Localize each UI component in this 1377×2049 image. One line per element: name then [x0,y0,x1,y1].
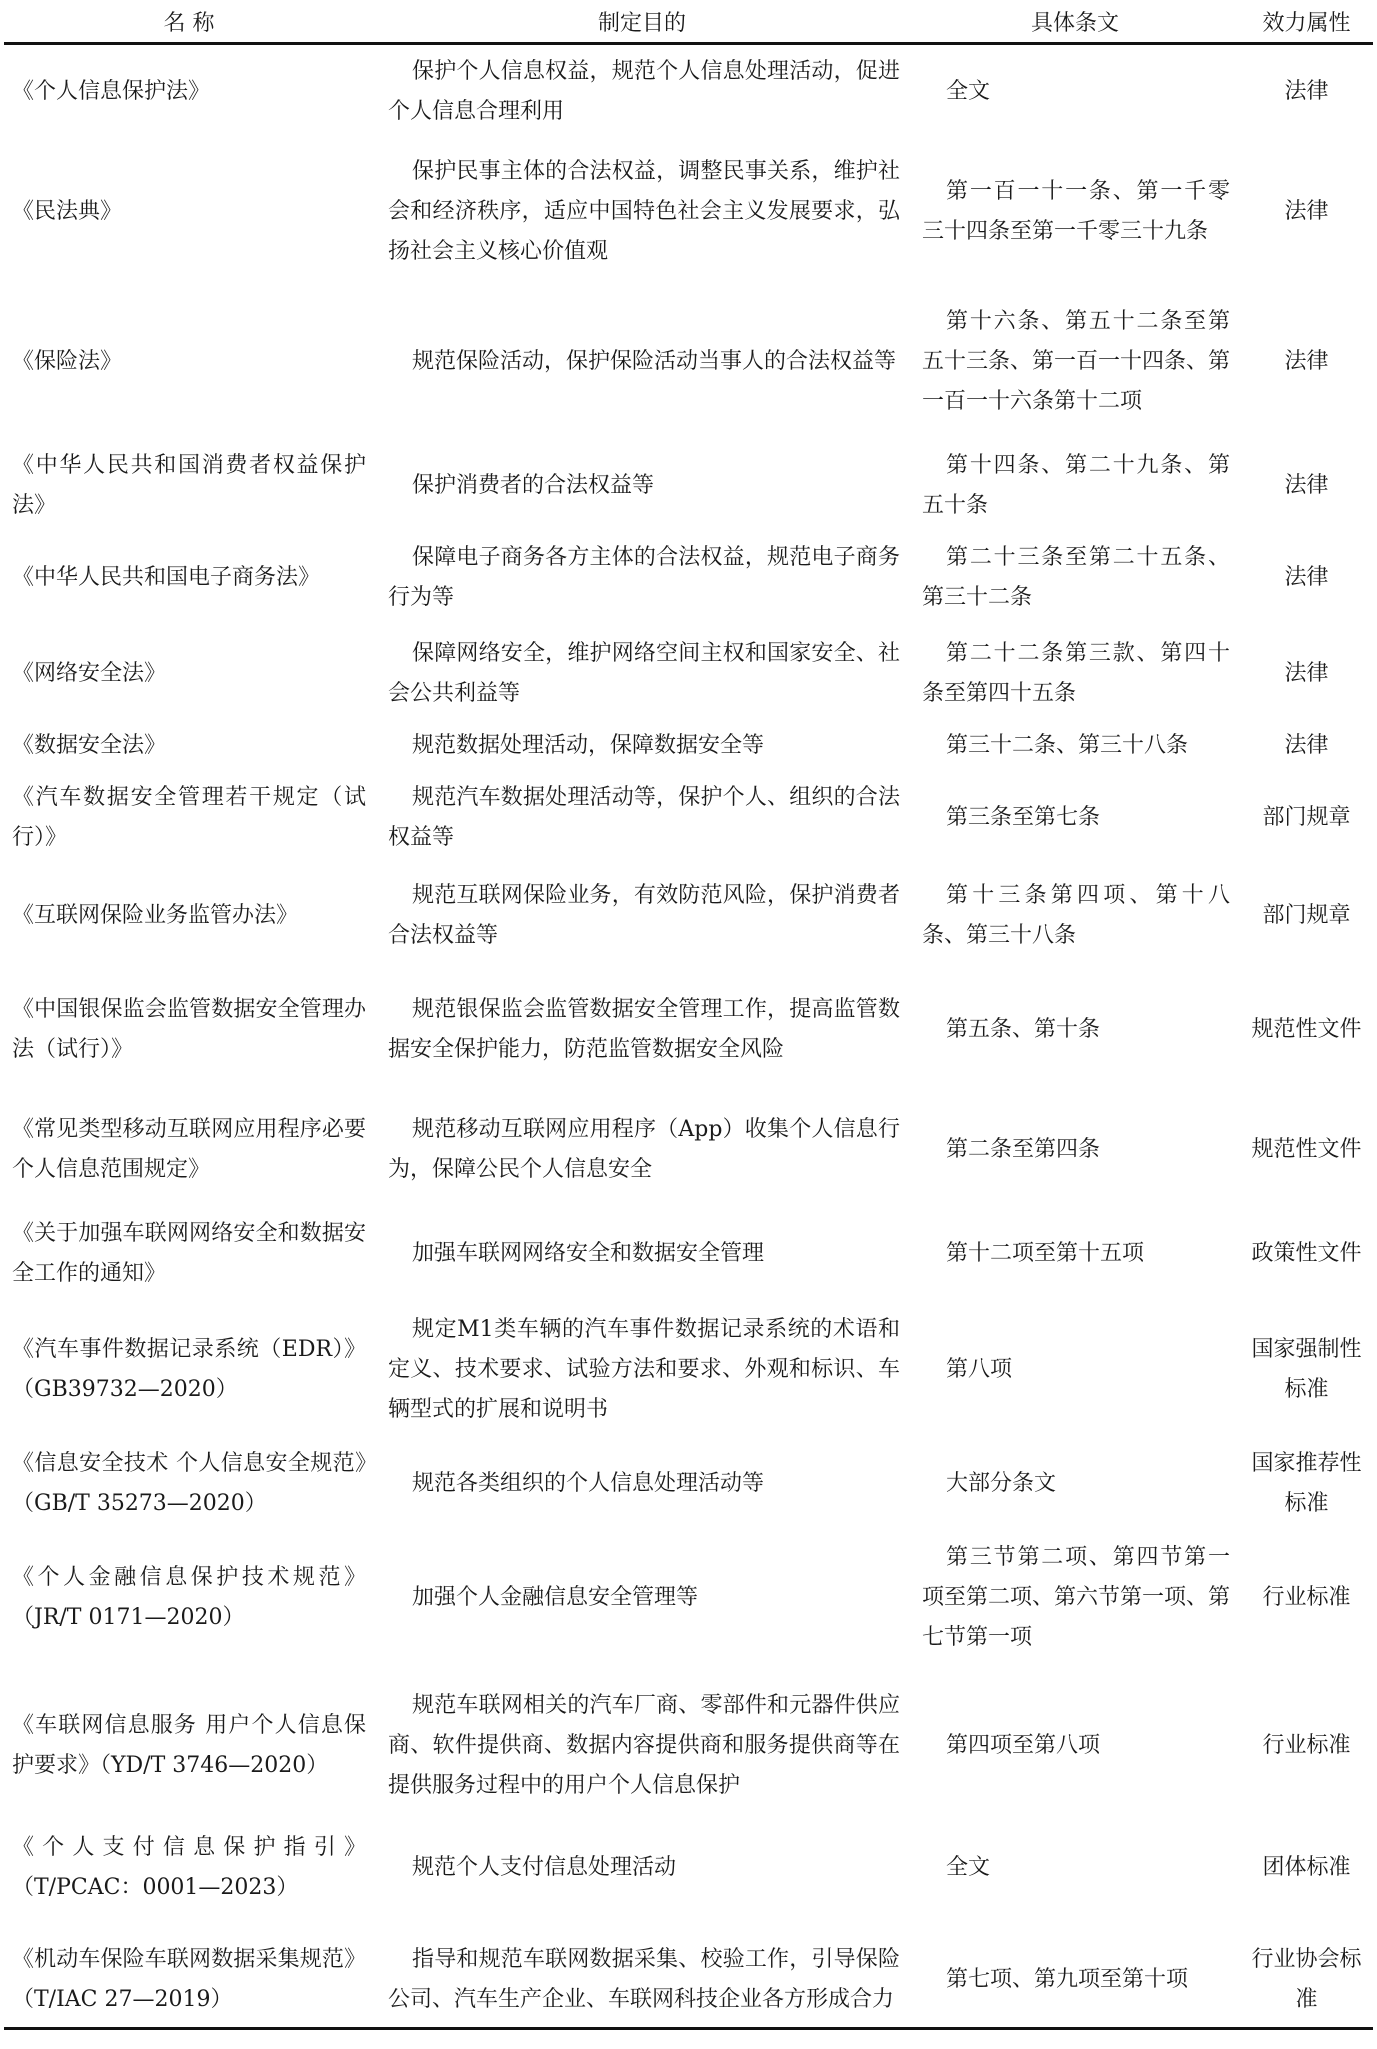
cell-clause: 第二十三条至第二十五条、第三十二条 [922,545,1230,610]
table-row [4,442,1373,530]
cell-clause: 第三节第二项、第四节第一项至第二项、第六节第一项、第七节第一项 [922,1545,1231,1650]
table-row [4,722,1373,770]
cell-name: 《中华人民共和国消费者权益保护法》 [12,453,366,518]
table-row [4,1094,1373,1206]
cell-name: 《常见类型移动互联网应用程序必要个人信息范围规定》 [12,1117,366,1182]
cell-purpose: 规范各类组织的个人信息处理活动等 [412,1471,765,1496]
cell-name: 《关于加强车联网网络安全和数据安全工作的通知》 [12,1221,366,1286]
cell-purpose: 规定M1类车辆的汽车事件数据记录系统的术语和定义、技术要求、试验方法和要求、外观和标识、车辆型式的扩展和说明书 [388,1317,900,1422]
table-row [4,1438,1373,1530]
cell-purpose: 保障电子商务各方主体的合法权益，规范电子商务行为等 [388,545,900,610]
header-name: 名 称 [163,10,215,36]
cell-effect: 国家推荐性标准 [1251,1451,1362,1516]
table-row [4,966,1373,1094]
table-row [4,770,1373,866]
cell-clause: 第十四条、第二十九条、第五十条 [922,453,1230,518]
cell-clause: 第十二项至第十五项 [946,1241,1145,1266]
cell-clause: 第八项 [946,1357,1013,1382]
cell-effect: 法律 [1284,199,1329,224]
table-row [4,626,1373,722]
cell-effect: 部门规章 [1262,805,1351,830]
cell-name: 《网络安全法》 [12,661,167,686]
cell-effect: 行业标准 [1262,1733,1351,1758]
cell-purpose: 保护个人信息权益，规范个人信息处理活动，促进个人信息合理利用 [388,59,900,124]
cell-name: 《数据安全法》 [12,733,167,758]
table-row [4,1302,1373,1438]
cell-effect: 行业协会标准 [1251,1946,1362,2012]
cell-effect: 规范性文件 [1251,1017,1362,1042]
header-row [4,0,1373,42]
cell-purpose: 规范个人支付信息处理活动 [412,1855,677,1880]
cell-clause: 第五条、第十条 [946,1017,1101,1042]
cell-clause: 大部分条文 [946,1471,1057,1496]
cell-purpose: 保护民事主体的合法权益，调整民事关系，维护社会和经济秩序，适应中国特色社会主义发展要求，弘扬社会主义核心价值观 [388,159,900,264]
cell-purpose: 保障网络安全，维护网络空间主权和国家安全、社会公共利益等 [388,641,900,706]
cell-effect: 部门规章 [1262,903,1351,928]
cell-name: 《中华人民共和国电子商务法》 [12,565,321,590]
cell-name: 《汽车数据安全管理若干规定（试行）》 [12,785,366,850]
header-clause: 具体条文 [1030,10,1119,36]
cell-clause: 第三条至第七条 [946,805,1101,830]
table-row [4,142,1373,282]
table-row [4,1530,1373,1666]
cell-name: 《个人支付信息保护指引》（T/PCAC：0001—2023） [12,1835,366,1900]
cell-clause: 第三十二条、第三十八条 [946,733,1189,758]
cell-effect: 行业标准 [1262,1585,1351,1610]
cell-purpose: 规范移动互联网应用程序（App）收集个人信息行为，保障公民个人信息安全 [388,1117,900,1182]
cell-name: 《个人金融信息保护技术规范》（JR/T 0171—2020） [12,1565,366,1630]
cell-clause: 第十三条第四项、第十八条、第三十八条 [922,883,1230,948]
table-row [4,1206,1373,1302]
cell-clause: 第十六条、第五十二条至第五十三条、第一百一十四条、第一百一十六条第十二项 [922,309,1231,414]
cell-effect: 法律 [1284,565,1329,590]
cell-effect: 法律 [1284,79,1329,104]
cell-purpose: 规范汽车数据处理活动等，保护个人、组织的合法权益等 [388,785,900,850]
cell-clause: 第七项、第九项至第十项 [946,1966,1189,1992]
cell-clause: 全文 [946,1855,991,1880]
table-row [4,282,1373,442]
cell-purpose: 规范车联网相关的汽车厂商、零部件和元器件供应商、软件提供商、数据内容提供商和服务提供商等在提供服务过程中的用户个人信息保护 [388,1693,900,1798]
table-row [4,1666,1373,1826]
cell-name: 《民法典》 [12,199,123,224]
cell-purpose: 加强车联网网络安全和数据安全管理 [412,1241,765,1266]
cell-name: 《互联网保险业务监管办法》 [12,903,299,928]
cell-effect: 法律 [1284,349,1329,374]
cell-purpose: 指导和规范车联网数据采集、校验工作，引导保险公司、汽车生产企业、车联网科技企业各方形成合力 [388,1946,900,2012]
cell-effect: 规范性文件 [1251,1137,1362,1162]
header-purpose: 制定目的 [597,10,686,36]
cell-clause: 全文 [946,79,991,104]
cell-purpose: 规范银保监会监管数据安全管理工作，提高监管数据安全保护能力，防范监管数据安全风险 [388,997,900,1062]
cell-clause: 第一百一十一条、第一千零三十四条至第一千零三十九条 [922,179,1230,244]
cell-name: 《车联网信息服务 用户个人信息保护要求》（YD/T 3746—2020） [12,1713,366,1778]
regulations-table [4,0,1373,2049]
cell-effect: 法律 [1284,733,1329,758]
bottom-rule [4,2027,1373,2030]
cell-effect: 团体标准 [1262,1855,1351,1880]
cell-purpose: 加强个人金融信息安全管理等 [412,1585,699,1610]
table-row [4,1826,1373,1910]
cell-purpose: 规范互联网保险业务，有效防范风险，保护消费者合法权益等 [388,883,900,948]
cell-name: 《信息安全技术 个人信息安全规范》（GB/T 35273—2020） [12,1451,366,1516]
cell-clause: 第二十二条第三款、第四十条至第四十五条 [922,641,1230,706]
cell-clause: 第四项至第八项 [946,1733,1101,1758]
table-row [4,530,1373,626]
cell-purpose: 保护消费者的合法权益等 [412,473,655,498]
table-row [4,866,1373,966]
table-row [4,42,1373,142]
cell-name: 《中国银保监会监管数据安全管理办法（试行）》 [12,997,366,1062]
cell-name: 《汽车事件数据记录系统（EDR）》（GB39732—2020） [12,1337,366,1402]
cell-purpose: 规范保险活动，保护保险活动当事人的合法权益等 [412,349,897,374]
cell-effect: 政策性文件 [1251,1241,1362,1266]
cell-effect: 法律 [1284,661,1329,686]
cell-name: 《个人信息保护法》 [12,79,211,104]
cell-effect: 法律 [1284,473,1329,498]
header-effect: 效力属性 [1262,10,1351,36]
cell-effect: 国家强制性标准 [1251,1337,1362,1402]
cell-name: 《机动车保险车联网数据采集规范》（T/IAC 27—2019） [12,1946,366,2012]
cell-clause: 第二条至第四条 [946,1137,1101,1162]
cell-purpose: 规范数据处理活动，保障数据安全等 [412,733,765,758]
cell-name: 《保险法》 [12,349,123,374]
